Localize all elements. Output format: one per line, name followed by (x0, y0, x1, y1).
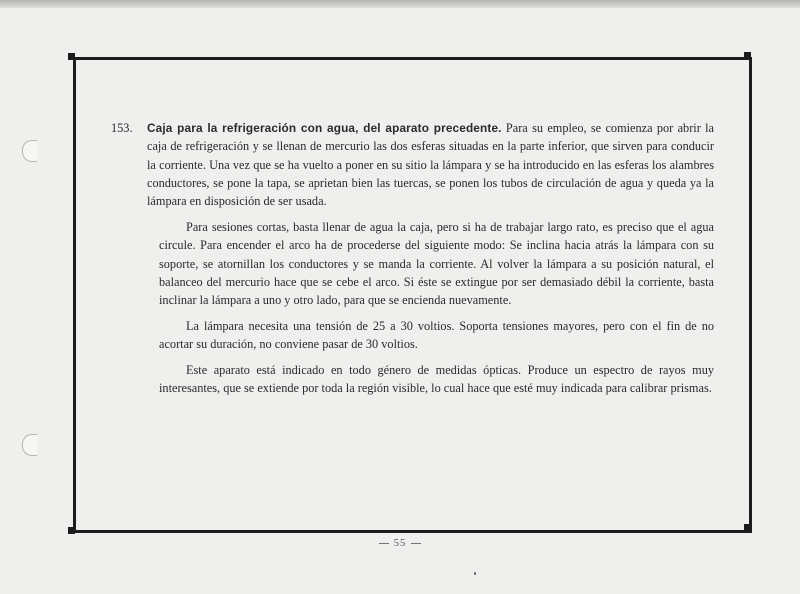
frame-corner-bottom-left (68, 527, 75, 534)
article-number: 153. (111, 121, 133, 135)
page-number-dash-left (379, 543, 389, 544)
article-paragraph-3: La lámpara necesita una tensión de 25 a 30 voltios. Soporta tensiones mayores, pero con el fin de no acortar su duración, no conviene pasar de 30 voltios. (159, 318, 714, 352)
article-heading: Caja para la refrigeración con agua, del aparato precedente. (147, 121, 502, 135)
article-body (111, 119, 714, 405)
article-paragraph-1-body: Para su empleo, se comienza por abrir la caja de refrigeración y se llenan de mercurio las dos esferas situadas en la parte inferior, que sirven para conducir la corriente. Una vez que se ha vuelto a poner en su sitio la lámpara y se ha introducido en las esferas los alambres conductores, se pone la tapa, se aprietan bien las tuercas, se ponen los tubos de circulación de agua y queda ya la lámpara en disposición de ser usada. (147, 121, 714, 209)
scan-top-edge (0, 0, 800, 8)
frame-corner-top-left (68, 53, 75, 60)
article-paragraph-2: Para sesiones cortas, basta llenar de agua la caja, pero si ha de trabajar largo rato, es preciso que el agua circule. Para encender el arco ha de procederse del siguiente modo: Se inclina hacia atrás la lámpara con su soporte, se atornillan los conductores y se manda la corriente. Al volver la lámpara a su posición natural, el balanceo del mercurio hace que se cebe el arco. Si éste se extingue por ser demasiado débil la corriente, basta inclinar la lámpara a uno y otro lado, para que se encienda nuevamente. (159, 219, 714, 308)
punch-hole-upper (22, 140, 37, 162)
frame-corner-top-right (744, 52, 751, 59)
frame-corner-bottom-right (744, 524, 751, 531)
scan-speck (474, 572, 476, 575)
page-number: 55 (393, 538, 407, 549)
page-number-dash-right (411, 543, 421, 544)
article-paragraph-1 (111, 119, 714, 210)
punch-hole-lower (22, 434, 37, 456)
article-paragraph-4: Este aparato está indicado en todo género de medidas ópticas. Produce un espectro de rayos muy interesantes, que se extiende por toda la región visible, lo cual hace que esté muy indicada para calibrar prismas. (159, 363, 714, 396)
page-footer (0, 538, 800, 549)
